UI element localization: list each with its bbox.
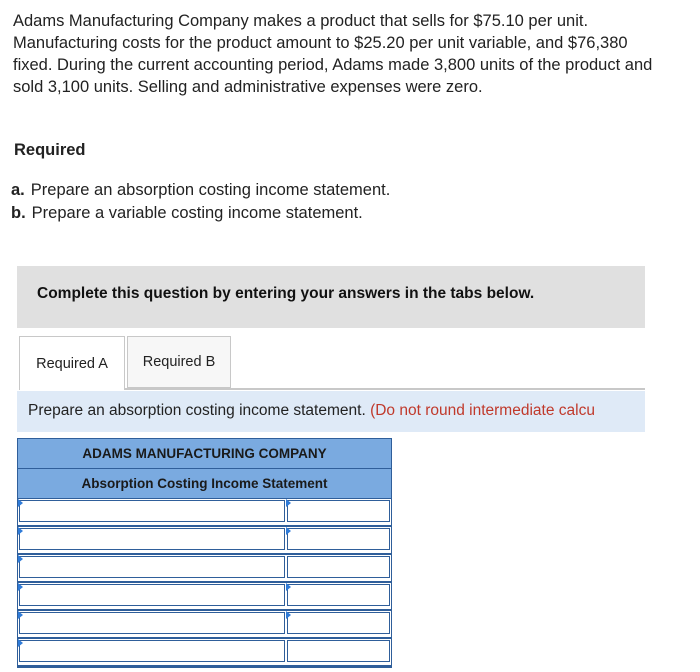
tab-required-b[interactable]: Required B [127, 336, 231, 388]
dropdown-marker-icon [18, 639, 23, 647]
company-name-header: ADAMS MANUFACTURING COMPANY [18, 439, 391, 469]
prompt-bar [17, 391, 645, 432]
row-label-input[interactable] [19, 612, 285, 634]
row-value-input[interactable] [287, 556, 390, 578]
row-label-input[interactable] [19, 556, 285, 578]
input-marker-icon [286, 583, 291, 591]
row-label-input[interactable] [19, 528, 285, 550]
instruction-text: Complete this question by entering your answers in the tabs below. [37, 285, 535, 302]
problem-statement: Adams Manufacturing Company makes a product that sells for $75.10 per unit. Manufacturing costs for the product amount to $25.20 per unit variable, and $76,380 fixed. During the current accounting period, Adams made 3,800 units of the product and sold 3,100 units. Selling and administrative expenses were zero. [13, 12, 653, 96]
row-value-input[interactable] [287, 584, 390, 606]
row-label-input[interactable] [19, 500, 285, 522]
row-value-input[interactable] [287, 500, 390, 522]
input-marker-icon [286, 611, 291, 619]
dropdown-marker-icon [18, 499, 23, 507]
statement-row [18, 555, 391, 583]
tab-required-a[interactable]: Required A [19, 336, 125, 390]
required-heading: Required [14, 141, 86, 159]
statement-row [18, 639, 391, 667]
prompt-text [28, 402, 595, 420]
statement-title-header: Absorption Costing Income Statement [18, 469, 391, 499]
dropdown-marker-icon [18, 555, 23, 563]
dropdown-marker-icon [18, 583, 23, 591]
requirement-text: Prepare an absorption costing income statement. [30, 181, 391, 199]
prompt-main: Prepare an absorption costing income statement. [28, 402, 366, 419]
requirement-letter: b. [11, 204, 26, 222]
requirement-b [11, 202, 390, 225]
requirement-a [11, 179, 390, 202]
requirements-list [11, 179, 390, 225]
dropdown-marker-icon [18, 527, 23, 535]
instruction-box [17, 266, 645, 328]
statement-row [18, 527, 391, 555]
input-marker-icon [286, 499, 291, 507]
requirement-letter: a. [11, 181, 25, 199]
tab-divider [125, 388, 645, 390]
requirement-text: Prepare a variable costing income statement. [31, 204, 363, 222]
input-marker-icon [286, 527, 291, 535]
statement-row [18, 583, 391, 611]
row-label-input[interactable] [19, 640, 285, 662]
statement-row [18, 499, 391, 527]
statement-row [18, 611, 391, 639]
dropdown-marker-icon [18, 611, 23, 619]
prompt-note: (Do not round intermediate calcu [370, 402, 595, 419]
income-statement-table [17, 438, 392, 668]
row-value-input[interactable] [287, 640, 390, 662]
row-label-input[interactable] [19, 584, 285, 606]
row-value-input[interactable] [287, 528, 390, 550]
row-value-input[interactable] [287, 612, 390, 634]
